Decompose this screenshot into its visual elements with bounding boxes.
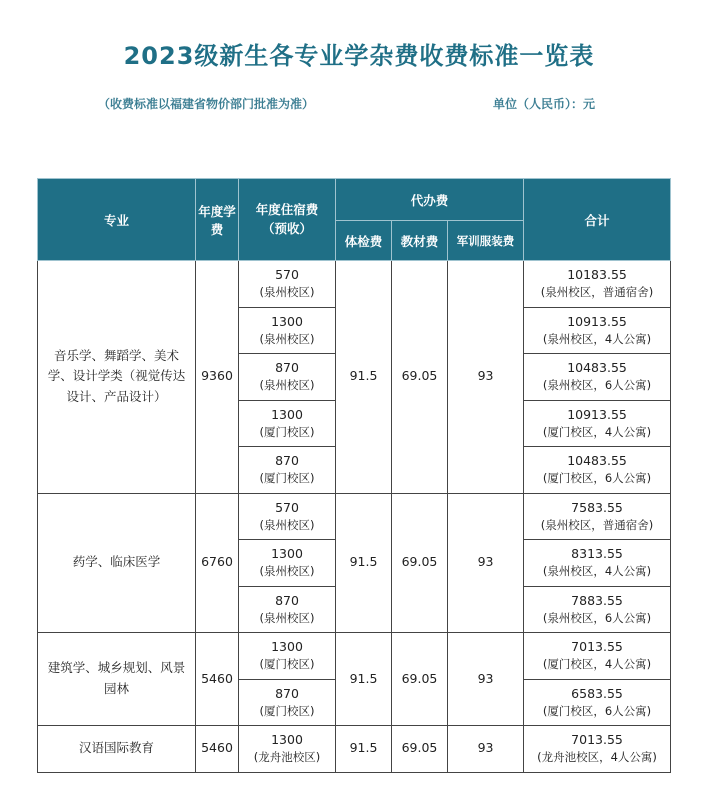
header-total: 合计 — [524, 179, 671, 261]
total-cell: 6583.55 (厦门校区，6人公寓) — [524, 679, 671, 726]
header-dorm: 年度住宿费 （预收） — [239, 179, 336, 261]
fee-table-body — [38, 261, 671, 773]
uniform-fee-cell: 93 — [448, 633, 524, 726]
total-cell: 7013.55 (龙舟池校区，4人公寓) — [524, 726, 671, 773]
total-cell: 7013.55 (厦门校区，4人公寓) — [524, 633, 671, 680]
dorm-fee-cell: 1300 (龙舟池校区) — [239, 726, 336, 773]
dorm-fee-cell: 870 (泉州校区) — [239, 586, 336, 633]
tuition-cell: 5460 — [196, 633, 239, 726]
header-major: 专业 — [38, 179, 196, 261]
header-physical: 体检费 — [336, 221, 392, 261]
major-cell: 药学、临床医学 — [38, 493, 196, 633]
uniform-fee-cell: 93 — [448, 493, 524, 633]
physical-fee-cell: 91.5 — [336, 726, 392, 773]
currency-unit: 单位（人民币）：元 — [493, 97, 596, 111]
major-cell: 音乐学、舞蹈学、美术学、设计学类（视觉传达设计、产品设计） — [38, 261, 196, 494]
table-row — [38, 633, 671, 680]
total-cell: 10913.55 (厦门校区，4人公寓) — [524, 400, 671, 447]
total-cell: 7883.55 (泉州校区，6人公寓) — [524, 586, 671, 633]
page-title: 2023级新生各专业学杂费收费标准一览表 — [123, 42, 595, 70]
textbook-fee-cell: 69.05 — [392, 726, 448, 773]
dorm-fee-cell: 1300 (厦门校区) — [239, 400, 336, 447]
total-cell: 10913.55 (泉州校区，4人公寓) — [524, 307, 671, 354]
fee-standard-note: （收费标准以福建省物价部门批准为准） — [98, 97, 315, 111]
table-row — [38, 493, 671, 540]
major-cell: 汉语国际教育 — [38, 726, 196, 773]
dorm-fee-cell: 870 (厦门校区) — [239, 447, 336, 494]
dorm-fee-cell: 1300 (泉州校区) — [239, 307, 336, 354]
dorm-fee-cell: 1300 (泉州校区) — [239, 540, 336, 587]
physical-fee-cell: 91.5 — [336, 493, 392, 633]
fee-table — [37, 178, 671, 773]
table-row — [38, 261, 671, 308]
major-cell: 建筑学、城乡规划、风景园林 — [38, 633, 196, 726]
total-cell: 10483.55 (泉州校区，6人公寓) — [524, 354, 671, 401]
dorm-fee-cell: 870 (泉州校区) — [239, 354, 336, 401]
physical-fee-cell: 91.5 — [336, 633, 392, 726]
physical-fee-cell: 91.5 — [336, 261, 392, 494]
dorm-fee-cell: 570 (泉州校区) — [239, 493, 336, 540]
uniform-fee-cell: 93 — [448, 261, 524, 494]
dorm-fee-cell: 1300 (厦门校区) — [239, 633, 336, 680]
total-cell: 10483.55 (厦门校区，6人公寓) — [524, 447, 671, 494]
uniform-fee-cell: 93 — [448, 726, 524, 773]
table-row — [38, 726, 671, 773]
textbook-fee-cell: 69.05 — [392, 633, 448, 726]
header-agency: 代办费 — [336, 179, 524, 221]
dorm-fee-cell: 570 (泉州校区) — [239, 261, 336, 308]
header-textbook: 教材费 — [392, 221, 448, 261]
total-cell: 8313.55 (泉州校区，4人公寓) — [524, 540, 671, 587]
total-cell: 7583.55 (泉州校区，普通宿舍) — [524, 493, 671, 540]
textbook-fee-cell: 69.05 — [392, 261, 448, 494]
textbook-fee-cell: 69.05 — [392, 493, 448, 633]
header-tuition: 年度学费 — [196, 179, 239, 261]
total-cell: 10183.55 (泉州校区，普通宿舍) — [524, 261, 671, 308]
tuition-cell: 6760 — [196, 493, 239, 633]
tuition-cell: 9360 — [196, 261, 239, 494]
tuition-cell: 5460 — [196, 726, 239, 773]
header-uniform: 军训服装费 — [448, 221, 524, 261]
dorm-fee-cell: 870 (厦门校区) — [239, 679, 336, 726]
